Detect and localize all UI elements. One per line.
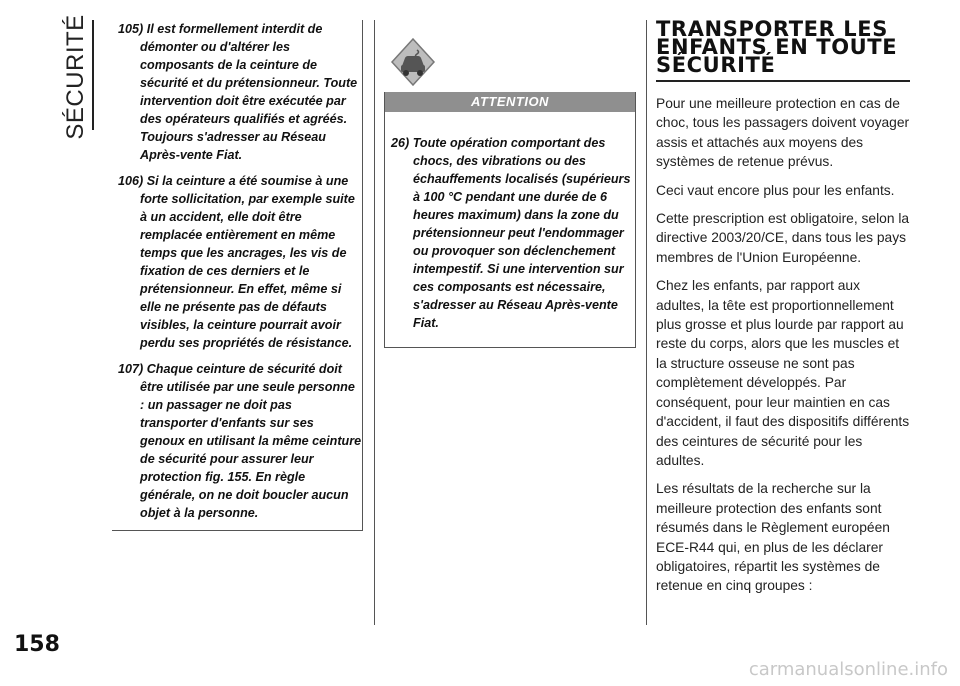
heading-line: SÉCURITÉ xyxy=(656,53,776,77)
attention-title: ATTENTION xyxy=(385,92,635,112)
note-106: 106) Si la ceinture a été soumise à une forte sollicitation, par exemple suite à un accident, elle doit être remplacée entièrement en même temps que les ancrages, les vis de fixation de ces derniers et le prétensionneur. En effet, même si elle ne présente pas de défauts visibles, la ceinture pourrait avoir perdu ses propriétés de résistance. xyxy=(118,174,355,350)
section-rule xyxy=(92,20,94,130)
heading-line: TRANSPORTER LES xyxy=(656,17,888,41)
attention-box xyxy=(384,92,636,348)
watermark: carmanualsonline.info xyxy=(748,659,948,680)
page-number: 158 xyxy=(14,632,60,657)
car-warning-icon xyxy=(390,38,436,86)
children-safety-section xyxy=(656,17,910,605)
section-body xyxy=(656,94,910,596)
note-26: 26) Toute opération comportant des chocs, des vibrations ou des échauffements localisés (supérieurs à 100 °C pendant une durée de 6 heures maximum) dans la zone du prétensionneur peut l'endommager ou provoquer son déclenchement intempestif. Si une intervention sur ces composants est nécessaire, s'adresser au Réseau Après-vente Fiat. xyxy=(391,136,631,330)
column-divider xyxy=(646,20,647,625)
column-divider xyxy=(374,20,375,625)
left-notes-column xyxy=(112,20,363,531)
paragraph: Ceci vaut encore plus pour les enfants. xyxy=(656,182,895,198)
paragraph: Chez les enfants, par rapport aux adultes, la tête est proportionnellement plus grosse et plus lourde par rapport au reste du corps, alors que les muscles et la structure osseuse ne sont pas complètement développés. Par conséquent, pour leur maintien en cas d'accident, il faut des dispositifs différents des ceintures de sécurité pour les adultes. xyxy=(656,278,910,468)
paragraph: Cette prescription est obligatoire, selon la directive 2003/20/CE, dans tous les pays membres de l'Union Européenne. xyxy=(656,211,910,265)
paragraph: Pour une meilleure protection en cas de choc, tous les passagers doivent voyager assis et attachés aux moyens des systèmes de retenue prévus. xyxy=(656,96,910,170)
paragraph: Les résultats de la recherche sur la meilleure protection des enfants sont résumés dans le Règlement européen ECE-R44 qui, en plus de les déclarer obligatoires, répartit les systèmes de retenue en cinq groupes : xyxy=(656,481,890,594)
note-105: 105) Il est formellement interdit de démonter ou d'altérer les composants de la ceinture de sécurité et du prétensionneur. Toute intervention doit être exécutée par des opérateurs qualifiés et agréés. Toujours s'adresser au Réseau Après-vente Fiat. xyxy=(118,22,358,162)
heading-line: ENFANTS EN TOUTE xyxy=(656,35,898,59)
section-label: SÉCURITÉ xyxy=(62,14,89,140)
section-heading xyxy=(656,17,910,82)
note-107: 107) Chaque ceinture de sécurité doit être utilisée par une seule personne : un passager ne doit pas transporter d'enfants sur ses genoux en utilisant la même ceinture de sécurité pour assurer leur protection fig. 155. En règle générale, on ne doit boucler aucun objet à la personne. xyxy=(118,362,362,520)
